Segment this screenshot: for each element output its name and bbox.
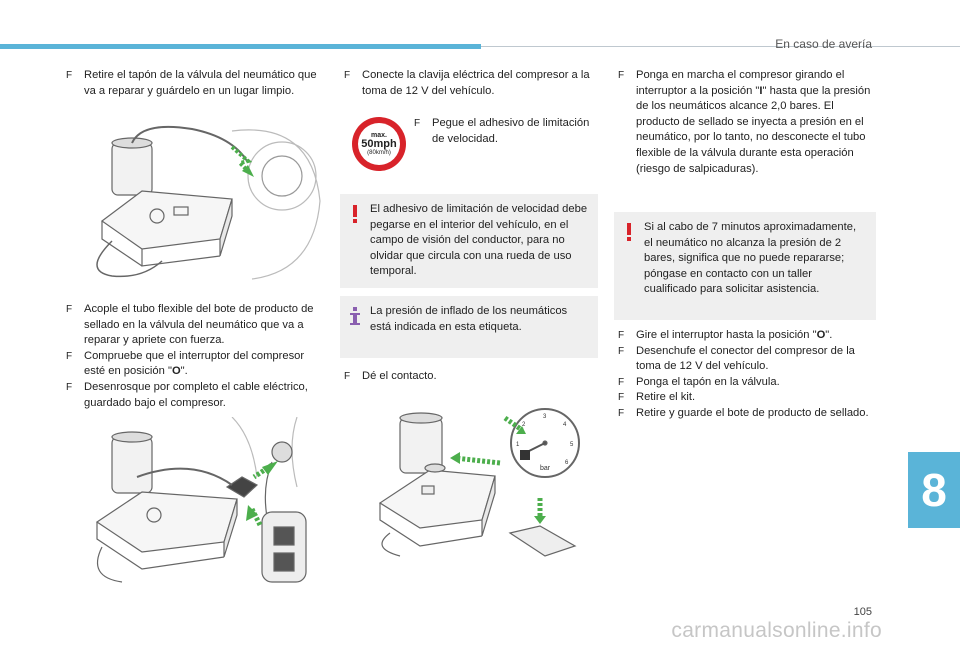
- chapter-tab: 8: [908, 452, 960, 528]
- page-number: 105: [853, 606, 872, 618]
- bullet-icon: F: [618, 70, 625, 81]
- bullet-icon: F: [414, 118, 421, 129]
- bullet-icon: F: [618, 345, 625, 357]
- step-refit-cap: F Ponga el tapón en la válvula.: [614, 375, 876, 391]
- step-stick-label: F Pegue el adhesivo de limitación de velocidad.: [414, 117, 590, 145]
- step-ignition-wrap: [340, 369, 598, 385]
- illustration-compressor-gauge: [360, 398, 600, 558]
- column-right-steps: [614, 328, 876, 422]
- header-rule: [481, 46, 960, 47]
- bullet-icon: F: [618, 407, 625, 419]
- bullet-icon: F: [618, 392, 625, 404]
- bullet-icon: F: [66, 350, 73, 362]
- gauge-tick-5: 5: [570, 442, 574, 448]
- step-attach-hose: F Acople el tubo flexible del bote de producto de sellado en la válvula del neumático que va a reparar y apriete con fuerza.: [66, 303, 314, 347]
- bullet-icon: F: [618, 376, 625, 388]
- warning-box-pressure: Si al cabo de 7 minutos aproximadamente, el neumático no alcanza la presión de 2 bares, significa que no puede repararse; póngase en contacto con un taller cualificado para solicitar asistencia.: [614, 212, 876, 320]
- gauge-tick-6: 6: [565, 460, 569, 466]
- watermark: carmanualsonline.info: [671, 619, 882, 642]
- step-start-compressor: F Ponga en marcha el compresor girando el interruptor a la posición "I" hasta que la presión de los neumáticos alcance 2,0 bares. El producto de sellado se inyecta a presión en el neumático, por lo tanto, no desconecte el tubo flexible de la válvula durante esta operación (riesgo de salpicaduras).: [618, 69, 871, 175]
- illustration-hose-on-valve: [82, 121, 322, 281]
- warning-exclamation-icon: [622, 222, 636, 242]
- warning-exclamation-icon: [348, 204, 362, 224]
- bullet-icon: F: [344, 70, 351, 81]
- step-ignition: F Dé el contacto.: [340, 369, 598, 385]
- gauge-tick-1: 1: [516, 442, 520, 448]
- gauge-tick-4: 4: [563, 422, 567, 428]
- gauge-tick-2: 2: [522, 422, 526, 428]
- step-switch-off: F Gire el interruptor hasta la posición "O".: [614, 328, 876, 344]
- sticker-step: [410, 116, 598, 147]
- step-remove-kit: F Retire el kit.: [614, 390, 876, 406]
- step-unwind-cable: F Desenrosque por completo el cable eléctrico, guardado bajo el compresor.: [66, 380, 308, 409]
- gauge-tick-3: 3: [543, 414, 547, 420]
- bullet-icon: F: [66, 304, 73, 315]
- column-right: [614, 68, 876, 177]
- section-title: En caso de avería: [775, 37, 872, 51]
- speed-limit-sticker-icon: max. 50mph (80km/h): [352, 117, 406, 171]
- step-connect-plug: F Conecte la clavija eléctrica del compresor a la toma de 12 V del vehículo.: [344, 69, 590, 97]
- gauge-unit: bar: [540, 465, 551, 472]
- column-left-steps: [62, 302, 324, 411]
- bullet-icon: F: [618, 330, 625, 341]
- step-store-bottle: F Retire y guarde el bote de producto de sellado.: [614, 406, 876, 422]
- bullet-icon: F: [66, 70, 73, 81]
- step-unplug: F Desenchufe el conector del compresor de la toma de 12 V del vehículo.: [618, 344, 855, 373]
- step-remove-cap: F Retire el tapón de la válvula del neumático que va a reparar y guárdelo en un lugar limpio.: [66, 69, 317, 97]
- column-middle: [340, 68, 598, 99]
- illustration-plug-12v: [82, 417, 322, 587]
- bullet-icon: F: [66, 381, 73, 393]
- step-check-switch: F Compruebe que el interruptor del compresor esté en posición "O".: [66, 349, 305, 378]
- warning-box-sticker: El adhesivo de limitación de velocidad debe pegarse en el interior del vehículo, en el campo de visión del conductor, para no olvidar que circula con una rueda de uso temporal.: [340, 194, 598, 288]
- info-icon: [348, 306, 362, 326]
- bullet-icon: F: [344, 371, 351, 382]
- info-box-pressure: La presión de inflado de los neumáticos está indicada en esta etiqueta.: [340, 296, 598, 358]
- header-accent-bar: [0, 44, 481, 49]
- column-left: [62, 68, 324, 99]
